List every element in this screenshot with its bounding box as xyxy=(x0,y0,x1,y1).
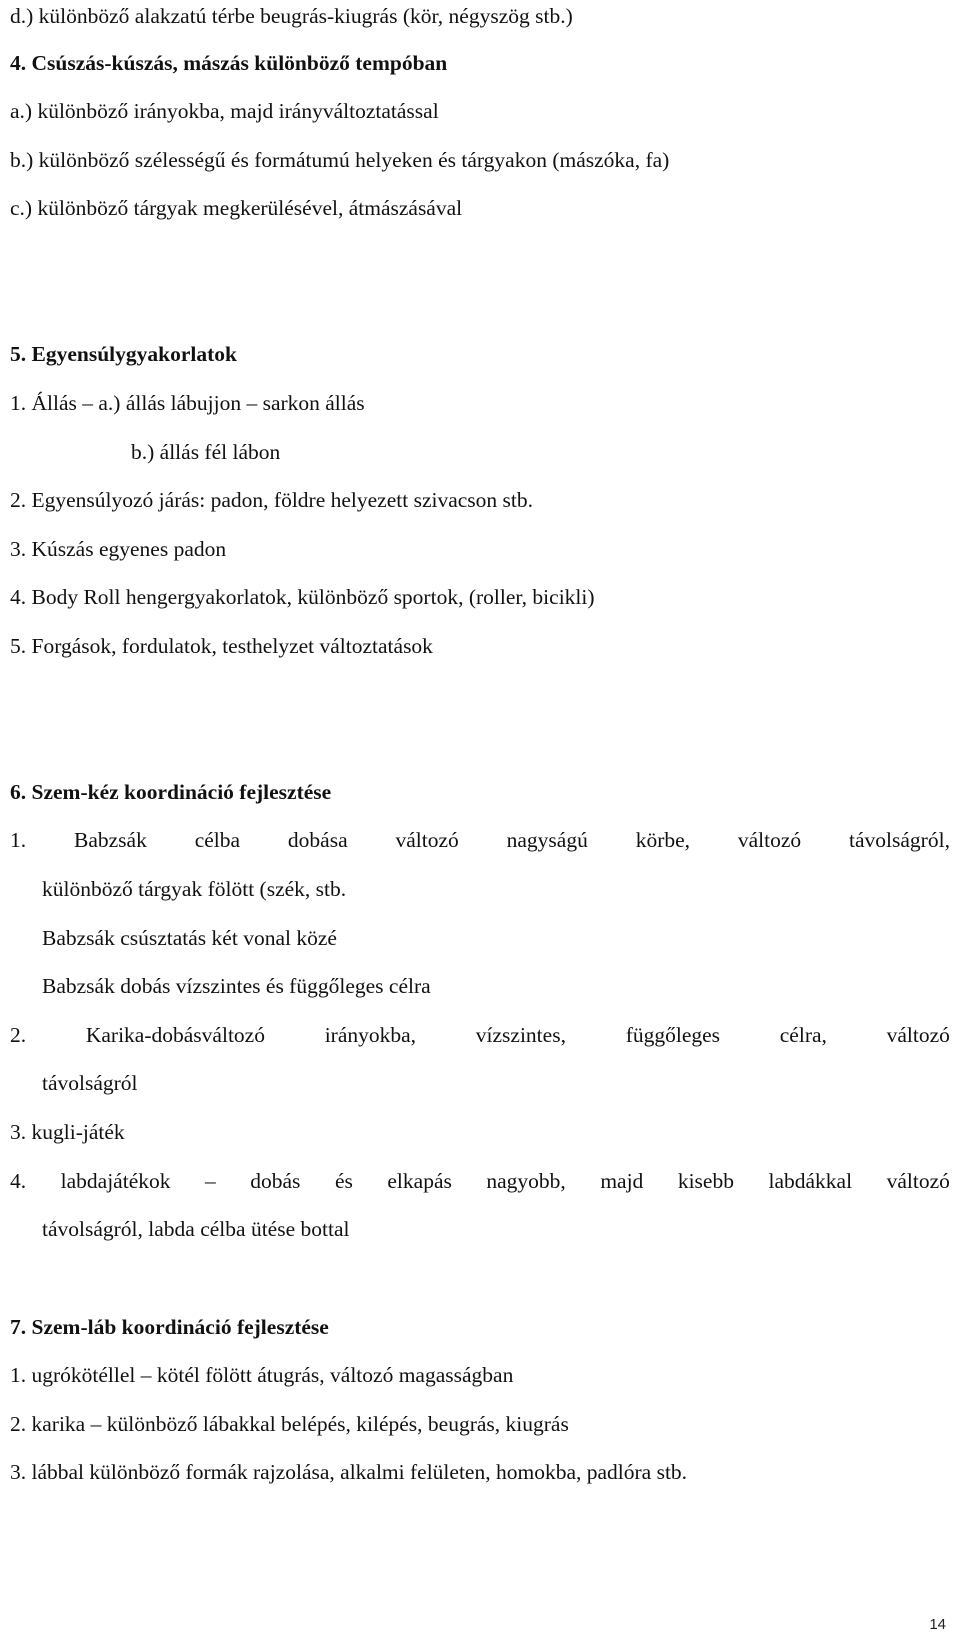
word: nagyobb, xyxy=(486,1169,566,1193)
word: Karika-dobásváltozó xyxy=(85,1023,265,1047)
word: körbe, xyxy=(635,828,691,852)
word: – xyxy=(205,1169,216,1193)
word: változó xyxy=(886,1023,950,1047)
word: Babzsák xyxy=(73,828,147,852)
section-heading: 6. Szem-kéz koordináció fejlesztése xyxy=(10,780,332,804)
text-line: b.) különböző szélességű és formátumú helyeken és tárgyakon (mászóka, fa) xyxy=(10,148,670,172)
text-line: 1. Állás – a.) állás lábujjon – sarkon állás xyxy=(10,391,365,415)
text-line: 2. karika – különböző lábakkal belépés, kilépés, beugrás, kiugrás xyxy=(10,1412,569,1436)
text-line: Babzsák csúsztatás két vonal közé xyxy=(42,926,337,950)
text-line: távolságról xyxy=(42,1071,138,1095)
text-line: b.) állás fél lábon xyxy=(131,440,281,464)
word: változó xyxy=(737,828,802,852)
text-line: 3. lábbal különböző formák rajzolása, alkalmi felületen, homokba, padlóra stb. xyxy=(10,1460,688,1484)
word: 4. xyxy=(10,1169,27,1193)
word: dobás xyxy=(250,1169,301,1193)
word: vízszintes, xyxy=(475,1023,566,1047)
word: labdajátékok xyxy=(60,1169,171,1193)
text-line: különböző tárgyak fölött (szék, stb. xyxy=(42,877,347,901)
text-line: 3. Kúszás egyenes padon xyxy=(10,537,227,561)
text-line: d.) különböző alakzatú térbe beugrás-kiugrás (kör, négyszög stb.) xyxy=(10,4,573,28)
justified-line xyxy=(10,826,950,854)
word: dobása xyxy=(287,828,348,852)
text-line: 3. kugli-játék xyxy=(10,1120,125,1144)
section-heading: 7. Szem-láb koordináció fejlesztése xyxy=(10,1315,329,1339)
word: távolságról, xyxy=(849,828,950,852)
text-line: 5. Forgások, fordulatok, testhelyzet változtatások xyxy=(10,634,433,658)
word: és xyxy=(334,1169,353,1193)
word: elkapás xyxy=(387,1169,452,1193)
section-heading: 5. Egyensúlygyakorlatok xyxy=(10,342,237,366)
word: nagyságú xyxy=(506,828,588,852)
section-heading: 4. Csúszás-kúszás, mászás különböző tempóban xyxy=(10,51,448,75)
text-line: távolságról, labda célba ütése bottal xyxy=(42,1217,350,1241)
word: 2. xyxy=(10,1023,27,1047)
text-line: c.) különböző tárgyak megkerülésével, átmászásával xyxy=(10,196,463,220)
word: változó xyxy=(886,1169,950,1193)
word: labdákkal xyxy=(768,1169,853,1193)
word: célra, xyxy=(779,1023,827,1047)
justified-line xyxy=(10,1021,950,1049)
word: változó xyxy=(395,828,459,852)
word: majd xyxy=(600,1169,644,1193)
text-line: 4. Body Roll hengergyakorlatok, különböző sportok, (roller, bicikli) xyxy=(10,585,595,609)
word: 1. xyxy=(10,828,27,852)
text-line: Babzsák dobás vízszintes és függőleges célra xyxy=(42,974,431,998)
justified-line xyxy=(10,1167,950,1195)
word: függőleges xyxy=(625,1023,721,1047)
word: kisebb xyxy=(677,1169,734,1193)
text-line: a.) különböző irányokba, majd irányváltoztatással xyxy=(10,99,439,123)
word: irányokba, xyxy=(324,1023,417,1047)
page-number: 14 xyxy=(929,1616,946,1633)
text-line: 1. ugrókötéllel – kötél fölött átugrás, változó magasságban xyxy=(10,1363,514,1387)
text-line: 2. Egyensúlyozó járás: padon, földre helyezett szivacson stb. xyxy=(10,488,534,512)
word: célba xyxy=(194,828,241,852)
